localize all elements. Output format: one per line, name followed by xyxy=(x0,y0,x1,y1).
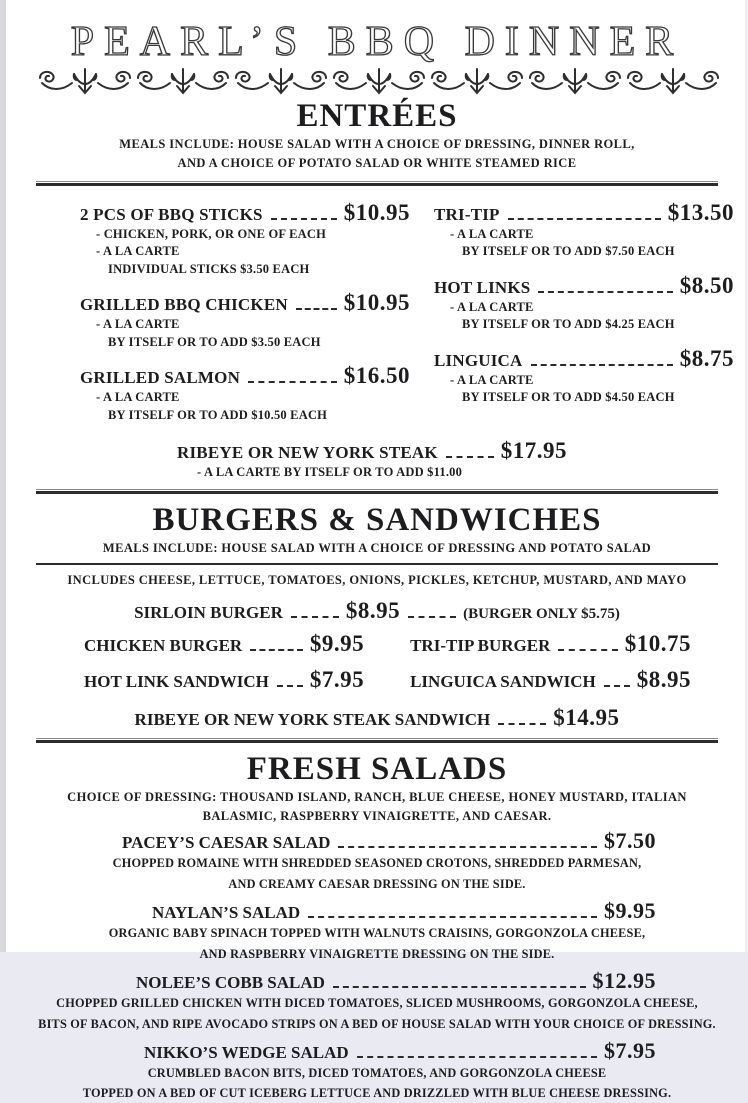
entrees-note-line-1: MEALS INCLUDE: HOUSE SALAD WITH A CHOICE OF DRESSING, DINNER ROLL, xyxy=(119,137,635,151)
item-sub: BY ITSELF OR TO ADD $4.25 EACH xyxy=(462,317,675,332)
item-name: GRILLED SALMON xyxy=(80,368,241,388)
item-description: AND CREAMY CAESAR DRESSING ON THE SIDE. xyxy=(228,876,526,891)
item-name: RIBEYE OR NEW YORK STEAK SANDWICH xyxy=(134,709,491,729)
item-name: CHICKEN BURGER xyxy=(84,635,243,655)
item-description: CRUMBLED BACON BITS, DICED TOMATOES, AND GORGONZOLA CHEESE xyxy=(147,1065,607,1080)
item-sub: - A LA CARTE xyxy=(96,317,180,332)
menu-item-tri-tip-burger xyxy=(410,631,691,657)
item-name: TRI-TIP BURGER xyxy=(410,635,551,655)
dash-leader xyxy=(604,685,630,687)
menu-item-naylans-salad xyxy=(36,896,718,963)
section-divider xyxy=(36,738,718,743)
item-sub: BY ITSELF OR TO ADD $10.50 EACH xyxy=(108,407,328,422)
item-price: $9.95 xyxy=(309,630,365,656)
section-entrees xyxy=(36,98,734,482)
item-price: $12.95 xyxy=(592,968,656,994)
dash-leader xyxy=(446,456,494,458)
burgers-grid xyxy=(36,626,718,698)
dash-leader xyxy=(333,986,586,988)
dash-leader xyxy=(277,685,303,687)
menu-item-linguica-sandwich xyxy=(410,667,691,693)
menu-item-bbq-sticks xyxy=(80,200,410,279)
section-salads xyxy=(36,751,718,1103)
item-description: TOPPED ON A BED OF CUT ICEBERG LETTUCE AND DRIZZLED WITH BLUE CHEESE DRESSING. xyxy=(82,1086,672,1101)
salads-dressing-line-2: BALASMIC, RASPBERRY VINAIGRETTE, AND CAESAR. xyxy=(202,808,552,823)
item-price: $10.95 xyxy=(343,199,410,225)
menu-item-paceys-caesar-salad xyxy=(36,826,718,893)
entrees-left-column xyxy=(80,200,410,437)
entrees-note-line-2: AND A CHOICE OF POTATO SALAD OR WHITE STEAMED RICE xyxy=(177,156,577,171)
item-price: $14.95 xyxy=(553,704,620,730)
item-price: $13.50 xyxy=(667,199,734,225)
section-heading-burgers: BURGERS & SANDWICHES xyxy=(152,501,602,538)
burgers-note: MEALS INCLUDE: HOUSE SALAD WITH A CHOICE OF DRESSING AND POTATO SALAD xyxy=(102,540,652,555)
item-name: LINGUICA SANDWICH xyxy=(410,671,596,691)
item-price: $9.95 xyxy=(604,898,656,924)
entrees-grid xyxy=(36,194,734,437)
item-name: GRILLED BBQ CHICKEN xyxy=(80,295,288,315)
item-description: BITS OF BACON, AND RIPE AVOCADO STRIPS ON A BED OF HOUSE SALAD WITH YOUR CHOICE OF DRESSING. xyxy=(38,1016,716,1031)
item-description: CHOPPED ROMAINE WITH SHREDDED SEASONED CROTONS, SHREDDED PARMESAN, xyxy=(112,856,642,871)
menu-item-nikkos-wedge-salad xyxy=(36,1036,718,1103)
section-heading-salads: FRESH SALADS xyxy=(246,750,508,787)
dash-leader xyxy=(531,364,673,366)
dash-leader xyxy=(271,218,337,220)
item-name: RIBEYE OR NEW YORK STEAK xyxy=(177,443,438,463)
dash-leader xyxy=(408,616,456,618)
section-divider xyxy=(36,181,718,186)
menu-item-grilled-bbq-chicken xyxy=(80,290,410,351)
item-price: $7.95 xyxy=(604,1037,656,1063)
menu-item-linguica xyxy=(434,346,734,407)
item-name: 2 PCS OF BBQ STICKS xyxy=(80,204,263,224)
item-name: LINGUICA xyxy=(434,350,523,370)
item-name: NAYLAN’S SALAD xyxy=(152,903,301,923)
item-price: $17.95 xyxy=(500,438,568,464)
item-name: TRI-TIP xyxy=(434,204,500,224)
item-name: NOLEE’S COBB SALAD xyxy=(136,973,325,993)
item-price: $7.95 xyxy=(309,666,365,692)
item-sub: - A LA CARTE xyxy=(450,372,534,387)
dash-leader xyxy=(338,846,597,848)
item-sub: BY ITSELF OR TO ADD $7.50 EACH xyxy=(462,244,675,259)
item-sub: BY ITSELF OR TO ADD $3.50 EACH xyxy=(108,334,321,349)
item-price: $8.95 xyxy=(636,666,691,692)
item-name: NIKKO’S WEDGE SALAD xyxy=(144,1042,349,1062)
menu-item-hot-link-sandwich xyxy=(84,667,364,693)
dash-leader xyxy=(558,649,617,651)
menu-item-tri-tip xyxy=(434,200,734,261)
item-price: $8.50 xyxy=(679,272,734,298)
sub-divider xyxy=(36,563,718,565)
item-name: PACEY’S CAESAR SALAD xyxy=(122,833,331,853)
salads-dressing-line-1: CHOICE OF DRESSING: THOUSAND ISLAND, RANCH, BLUE CHEESE, HONEY MUSTARD, ITALIAN xyxy=(67,789,687,804)
menu-item-grilled-salmon xyxy=(80,363,410,424)
item-sub: - A LA CARTE xyxy=(450,299,534,314)
item-price: $7.50 xyxy=(604,828,656,854)
item-description: ORGANIC BABY SPINACH TOPPED WITH WALNUTS CRAISINS, GORGONZOLA CHEESE, xyxy=(108,926,646,941)
dash-leader xyxy=(250,649,303,651)
flourish-ornament-icon xyxy=(36,66,722,96)
item-sub: BY ITSELF OR TO ADD $4.50 EACH xyxy=(462,390,675,405)
menu-item-ribeye-steak xyxy=(177,438,577,482)
item-price: $8.95 xyxy=(345,597,401,623)
dash-leader xyxy=(296,308,337,310)
dash-leader xyxy=(308,916,597,918)
section-burgers xyxy=(36,502,718,731)
dash-leader xyxy=(357,1056,597,1058)
item-sub: - A LA CARTE xyxy=(96,390,180,405)
item-sub: - CHICKEN, PORK, OR ONE OF EACH xyxy=(96,226,327,241)
item-name: HOT LINK SANDWICH xyxy=(84,671,269,691)
dash-leader xyxy=(508,218,661,220)
dash-leader xyxy=(538,291,672,293)
item-note: (BURGER ONLY $5.75) xyxy=(463,605,620,622)
item-price: $10.75 xyxy=(624,630,691,656)
menu-item-hot-links xyxy=(434,273,734,334)
item-sub: INDIVIDUAL STICKS $3.50 EACH xyxy=(108,261,310,276)
item-name: SIRLOIN BURGER xyxy=(134,602,283,622)
menu-item-chicken-burger xyxy=(84,631,364,657)
dash-leader xyxy=(291,616,339,618)
item-description: AND RASPBERRY VINAIGRETTE DRESSING ON THE SIDE. xyxy=(199,946,555,961)
menu-item-sirloin-burger xyxy=(36,598,718,624)
item-name: HOT LINKS xyxy=(434,277,531,297)
menu-title: PEARL’S BBQ DINNER xyxy=(70,19,684,65)
item-price: $16.50 xyxy=(343,363,410,389)
dash-leader xyxy=(248,381,337,383)
menu-item-nolees-cobb-salad xyxy=(36,966,718,1033)
item-description: CHOPPED GRILLED CHICKEN WITH DICED TOMATOES, SLICED MUSHROOMS, GORGONZOLA CHEESE, xyxy=(56,996,698,1011)
dash-leader xyxy=(498,723,546,725)
item-sub: - A LA CARTE xyxy=(96,244,180,259)
item-sub: - A LA CARTE BY ITSELF OR TO ADD $11.00 xyxy=(197,465,463,480)
item-price: $8.75 xyxy=(679,345,734,371)
burgers-includes-note: INCLUDES CHEESE, LETTUCE, TOMATOES, ONIONS, PICKLES, KETCHUP, MUSTARD, AND MAYO xyxy=(67,573,687,588)
item-price: $10.95 xyxy=(343,290,410,316)
item-sub: - A LA CARTE xyxy=(450,226,534,241)
entrees-right-column xyxy=(434,200,734,437)
menu-item-steak-sandwich xyxy=(36,705,718,731)
section-heading-entrees: ENTRÉES xyxy=(296,98,458,134)
section-divider xyxy=(36,489,718,494)
